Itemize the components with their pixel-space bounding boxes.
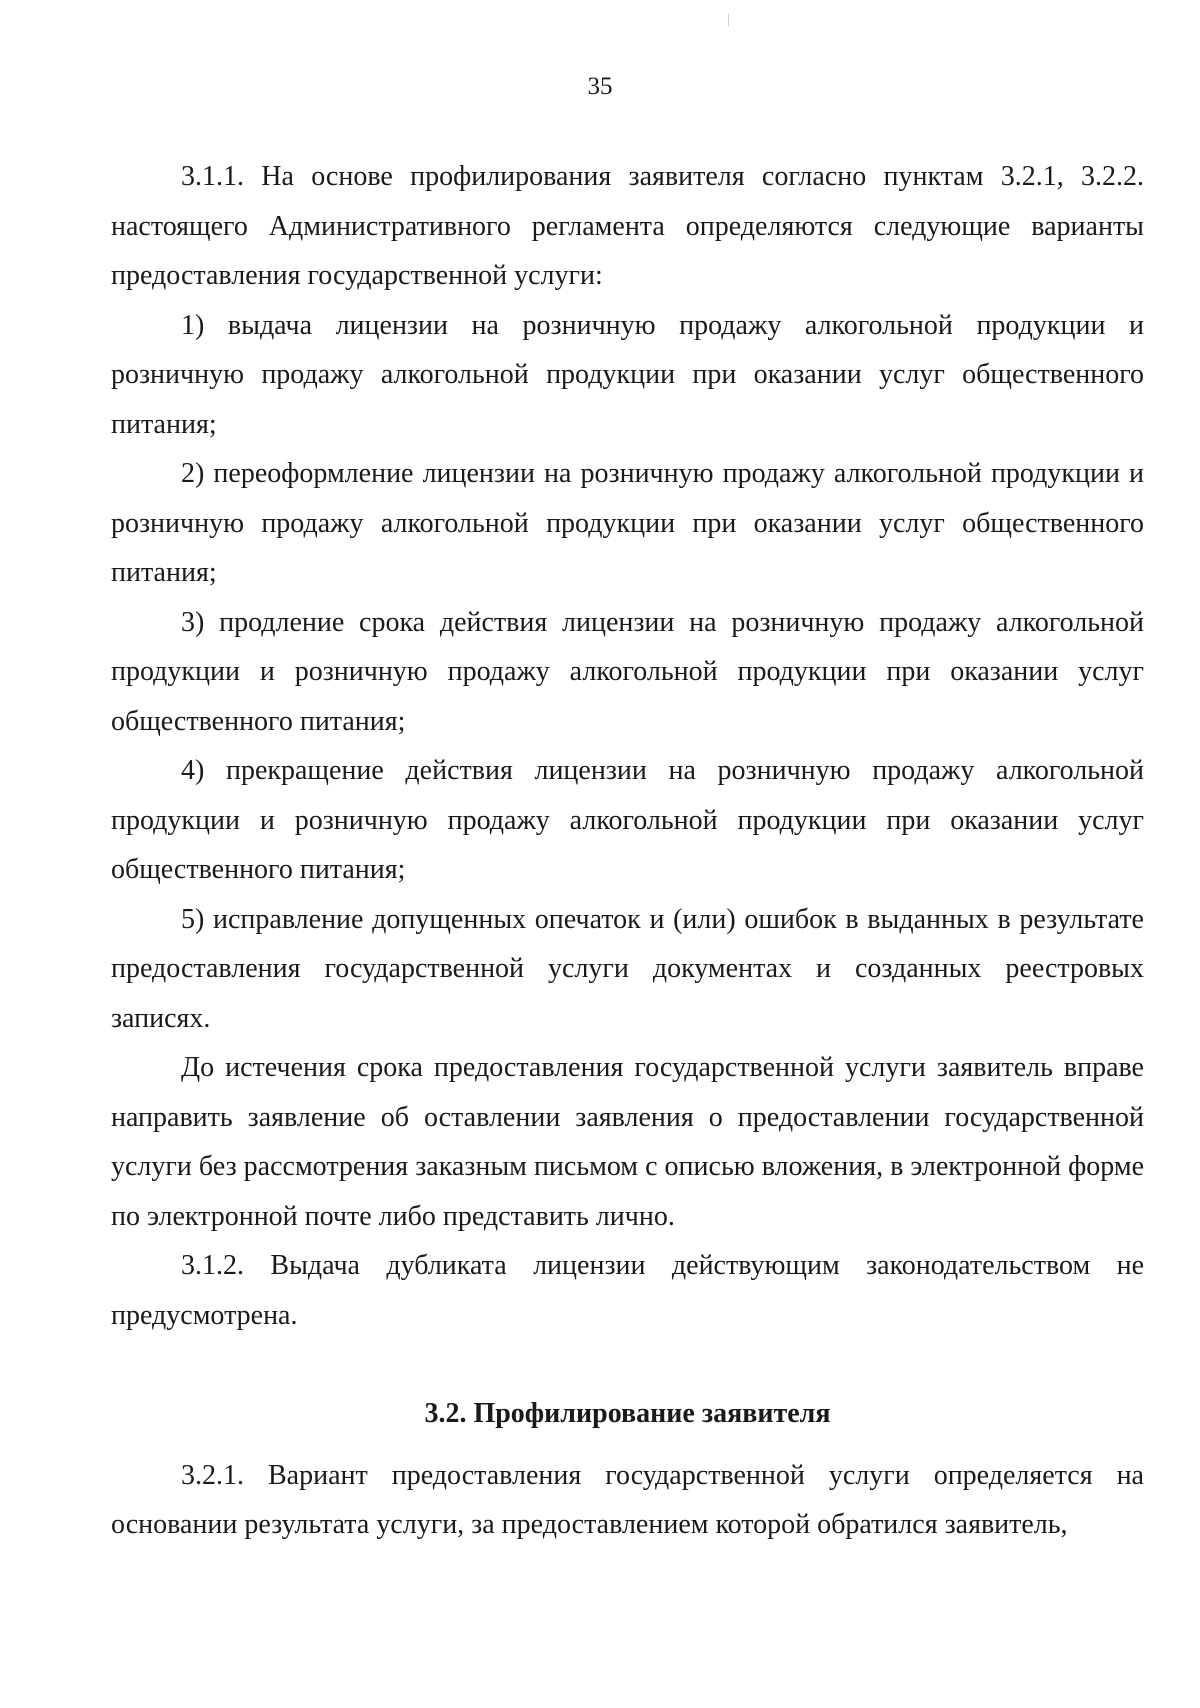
page-number: 35 — [587, 73, 613, 100]
scan-artifact — [728, 14, 729, 26]
list-item-4: 4) прекращение действия лицензии на розничную продажу алкогольной продукции и розничную продажу алкогольной продукции при оказании услуг общественного питания; — [111, 755, 1144, 885]
paragraph-3-1-1: 3.1.1. На основе профилирования заявителя согласно пунктам 3.2.1, 3.2.2. настоящего Административного регламента определяются следующие варианты предоставления государственной услуги: — [111, 161, 1144, 291]
list-item-3: 3) продление срока действия лицензии на розничную продажу алкогольной продукции и розничную продажу алкогольной продукции при оказании услуг общественного питания; — [111, 606, 1144, 737]
paragraph-3-2-1: 3.2.1. Вариант предоставления государственной услуги определяется на основании результата услуги, за предоставлением которой обратился заявитель, — [111, 1459, 1144, 1540]
section-heading: 3.2. Профилирование заявителя — [424, 1398, 831, 1429]
list-item-2: 2) переоформление лицензии на розничную продажу алкогольной продукции и розничную продажу алкогольной продукции при оказании услуг общественного питания; — [111, 458, 1144, 588]
paragraph-3-1-2: 3.1.2. Выдача дубликата лицензии действующим законодательством не предусмотрена. — [111, 1250, 1144, 1331]
paragraph-withdrawal: До истечения срока предоставления государственной услуги заявитель вправе направить заявление об оставлении заявления о предоставлении государственной услуги без рассмотрения заказным письмом с описью вложения, в электронной форме по электронной почте либо представить лично. — [111, 1052, 1144, 1232]
document-body — [111, 152, 1144, 1550]
list-item-1: 1) выдача лицензии на розничную продажу алкогольной продукции и розничную продажу алкогольной продукции при оказании услуг общественного питания; — [111, 309, 1144, 440]
list-item-5: 5) исправление допущенных опечаток и (или) ошибок в выданных в результате предоставления государственной услуги документах и созданных реестровых записях. — [111, 903, 1144, 1034]
